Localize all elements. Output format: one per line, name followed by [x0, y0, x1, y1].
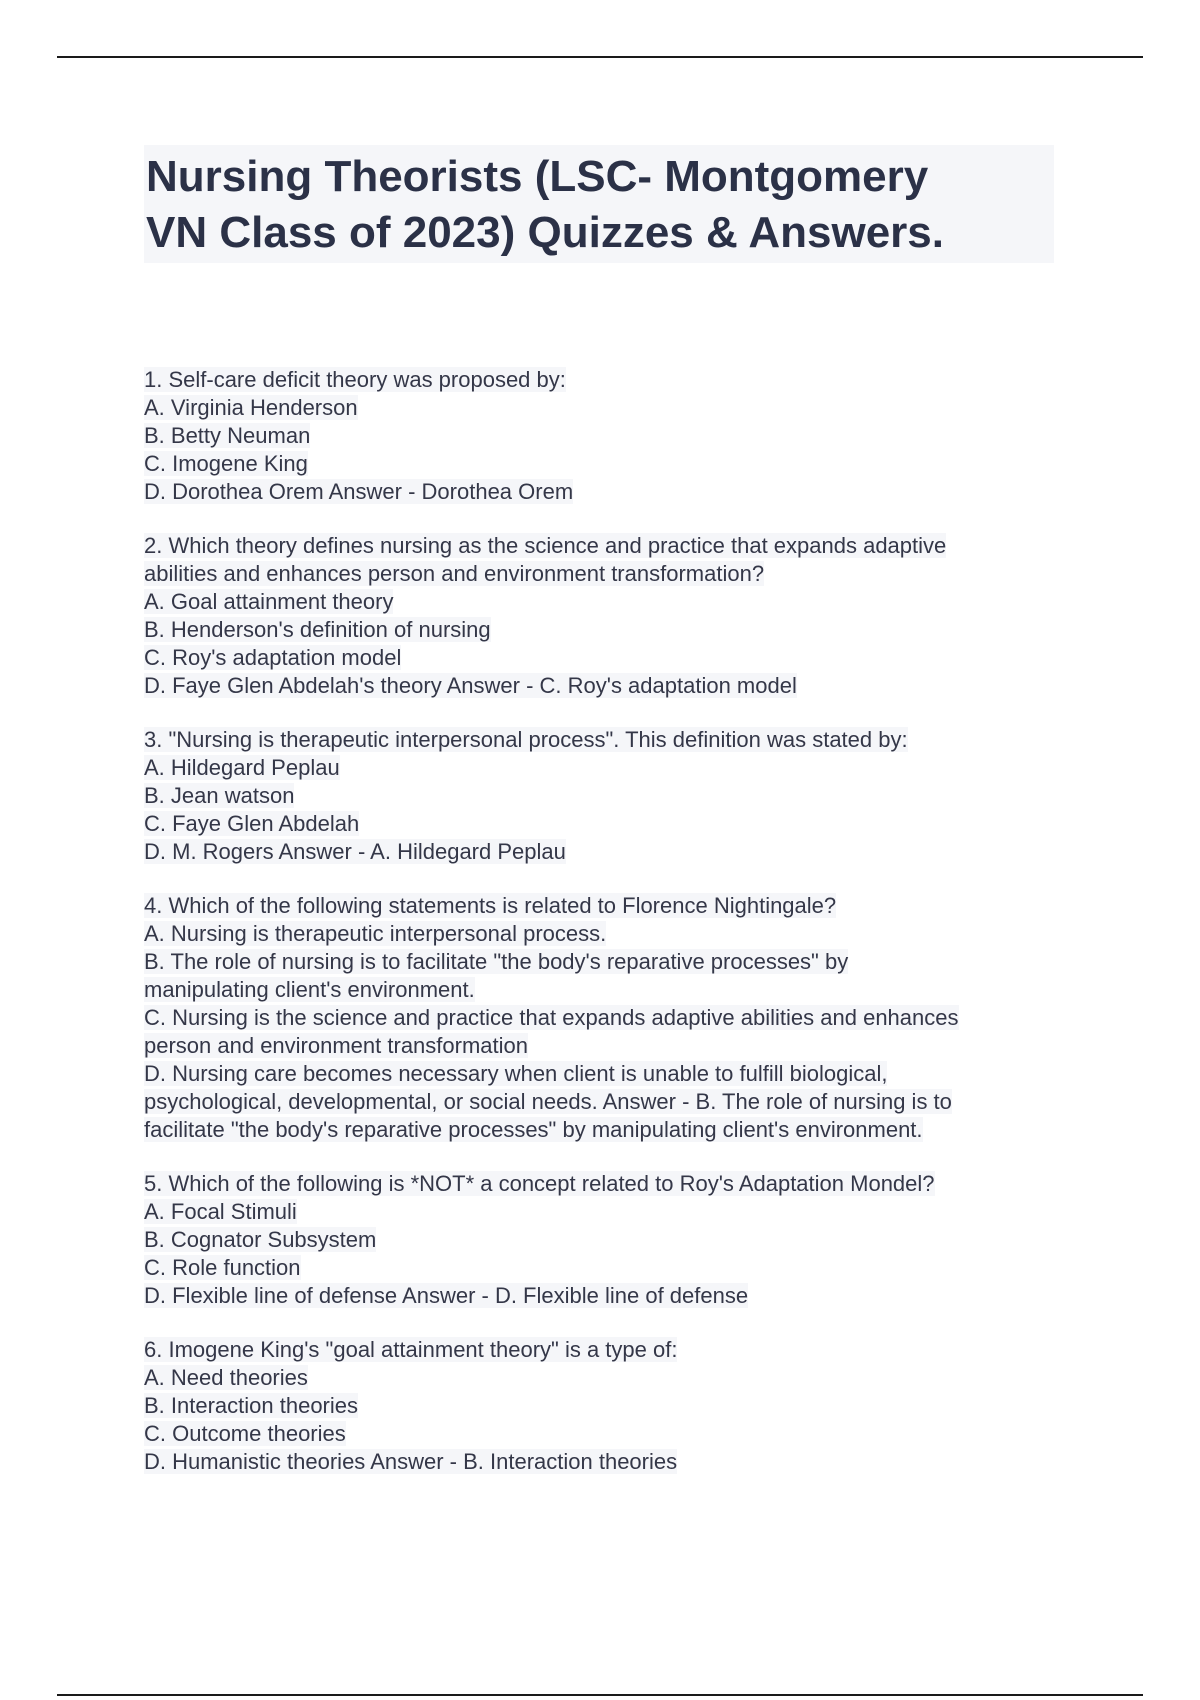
- question-text: 3. "Nursing is therapeutic interpersonal process". This definition was stated by:: [144, 727, 908, 752]
- option-a: A. Focal Stimuli: [144, 1199, 297, 1224]
- bottom-rule: [57, 1694, 1143, 1696]
- option-a: A. Goal attainment theory: [144, 589, 394, 614]
- question-text: 6. Imogene King's "goal attainment theory" is a type of:: [144, 1337, 678, 1362]
- question-2: [144, 532, 1064, 700]
- option-b: B. Cognator Subsystem: [144, 1227, 377, 1252]
- option-a: A. Need theories: [144, 1365, 308, 1390]
- answer-cont: facilitate "the body's reparative processes" by manipulating client's environment.: [144, 1117, 923, 1142]
- option-c: C. Faye Glen Abdelah: [144, 811, 360, 836]
- option-a: A. Hildegard Peplau: [144, 755, 340, 780]
- option-a: A. Virginia Henderson: [144, 395, 358, 420]
- option-c: C. Roy's adaptation model: [144, 645, 402, 670]
- option-d-answer: psychological, developmental, or social needs. Answer - B. The role of nursing is to: [144, 1089, 952, 1114]
- question-5: [144, 1170, 1064, 1310]
- option-d-answer: D. Dorothea Orem Answer - Dorothea Orem: [144, 479, 574, 504]
- option-b: B. Interaction theories: [144, 1393, 359, 1418]
- top-rule: [57, 56, 1143, 58]
- question-text-cont: abilities and enhances person and environment transformation?: [144, 561, 765, 586]
- option-b-cont: manipulating client's environment.: [144, 977, 475, 1002]
- option-d-answer: D. M. Rogers Answer - A. Hildegard Peplau: [144, 839, 566, 864]
- option-c: C. Outcome theories: [144, 1421, 346, 1446]
- option-d-answer: D. Faye Glen Abdelah's theory Answer - C. Roy's adaptation model: [144, 673, 797, 698]
- option-c-cont: person and environment transformation: [144, 1033, 528, 1058]
- question-text: 4. Which of the following statements is related to Florence Nightingale?: [144, 893, 837, 918]
- page-title: [144, 145, 1054, 263]
- title-line-2: VN Class of 2023) Quizzes & Answers.: [146, 208, 944, 257]
- option-a: A. Nursing is therapeutic interpersonal process.: [144, 921, 607, 946]
- question-text: 1. Self-care deficit theory was proposed by:: [144, 367, 566, 392]
- question-text: 5. Which of the following is *NOT* a concept related to Roy's Adaptation Mondel?: [144, 1171, 935, 1196]
- question-1: [144, 366, 1064, 506]
- question-text: 2. Which theory defines nursing as the science and practice that expands adaptive: [144, 533, 947, 558]
- option-d-answer: D. Flexible line of defense Answer - D. Flexible line of defense: [144, 1283, 749, 1308]
- option-d-answer: D. Humanistic theories Answer - B. Interaction theories: [144, 1449, 678, 1474]
- option-b: B. The role of nursing is to facilitate "the body's reparative processes" by: [144, 949, 849, 974]
- question-3: [144, 726, 1064, 866]
- question-4: [144, 892, 1064, 1144]
- option-c: C. Imogene King: [144, 451, 308, 476]
- title-line-1: Nursing Theorists (LSC- Montgomery: [146, 152, 929, 201]
- option-b: B. Henderson's definition of nursing: [144, 617, 491, 642]
- option-d: D. Nursing care becomes necessary when client is unable to fulfill biological,: [144, 1061, 888, 1086]
- question-list: [144, 366, 1064, 1502]
- option-b: B. Jean watson: [144, 783, 295, 808]
- question-6: [144, 1336, 1064, 1476]
- option-c: C. Nursing is the science and practice that expands adaptive abilities and enhances: [144, 1005, 959, 1030]
- option-b: B. Betty Neuman: [144, 423, 311, 448]
- option-c: C. Role function: [144, 1255, 301, 1280]
